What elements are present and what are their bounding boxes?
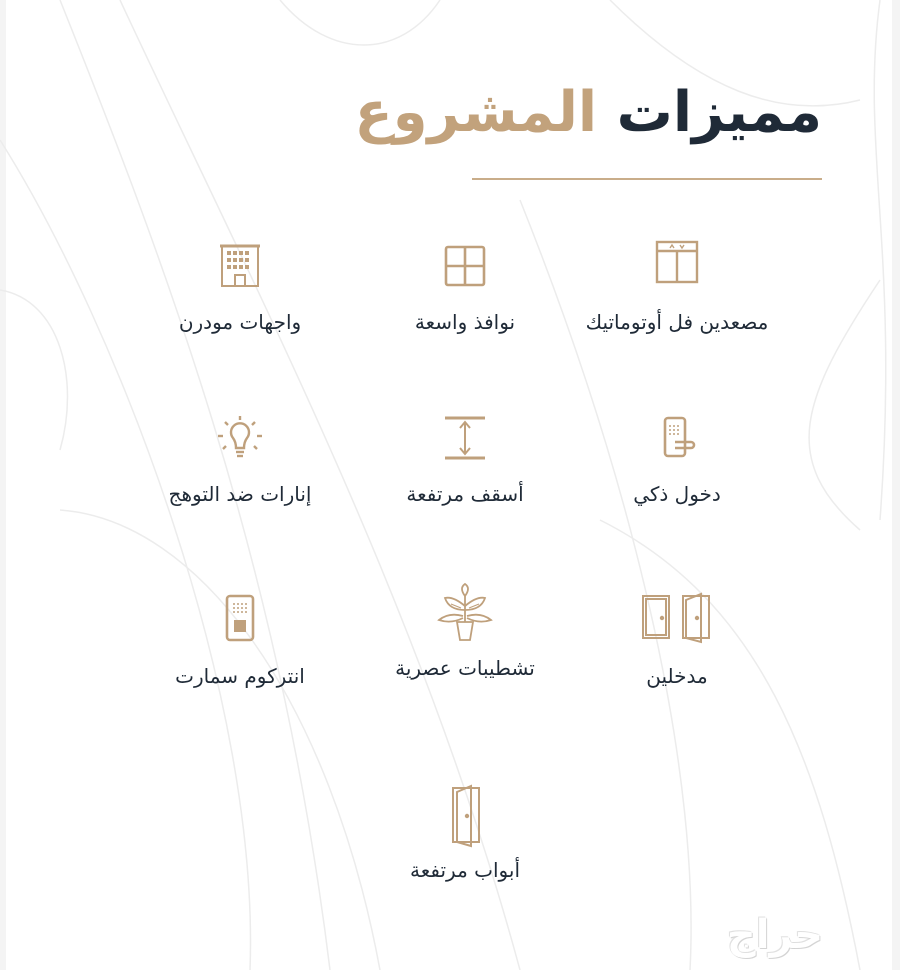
elevator-icon	[645, 236, 709, 300]
feature-facades	[135, 236, 345, 336]
intercom-icon	[208, 590, 272, 654]
title-part-2: المشروع	[354, 80, 598, 145]
page-title	[354, 78, 822, 148]
ceiling-height-icon	[433, 408, 497, 472]
title-divider	[472, 178, 822, 180]
feature-smart-entry	[572, 408, 782, 508]
plant-icon	[433, 582, 497, 646]
door-icon	[433, 784, 497, 848]
watermark-logo	[660, 914, 890, 956]
feature-modern-finishes	[360, 582, 570, 682]
feature-label: دخول ذكي	[633, 482, 721, 506]
feature-label: واجهات مودرن	[178, 310, 302, 334]
feature-label: أسقف مرتفعة	[406, 482, 524, 506]
double-door-icon	[639, 590, 715, 654]
feature-two-entrances	[572, 590, 782, 690]
feature-windows	[360, 236, 570, 336]
feature-anti-glare-lighting	[135, 408, 345, 508]
feature-label: انتركوم سمارت	[175, 664, 305, 688]
feature-label: تشطيبات عصرية	[395, 656, 535, 680]
feature-label: نوافذ واسعة	[414, 310, 516, 334]
feature-label: مصعدين فل أوتوماتيك	[585, 310, 769, 334]
feature-high-ceilings	[360, 408, 570, 508]
feature-label: أبواب مرتفعة	[410, 858, 520, 882]
feature-label: إنارات ضد التوهج	[168, 482, 312, 506]
watermark-text: حراج	[726, 912, 824, 958]
smart-lock-icon	[645, 408, 709, 472]
feature-tall-doors	[360, 784, 570, 884]
feature-label: مدخلين	[646, 664, 708, 688]
building-icon	[208, 236, 272, 300]
window-icon	[433, 236, 497, 300]
feature-elevators	[572, 236, 782, 336]
light-bulb-icon	[208, 408, 272, 472]
feature-smart-intercom	[135, 590, 345, 690]
title-part-1: مميزات	[616, 80, 822, 145]
